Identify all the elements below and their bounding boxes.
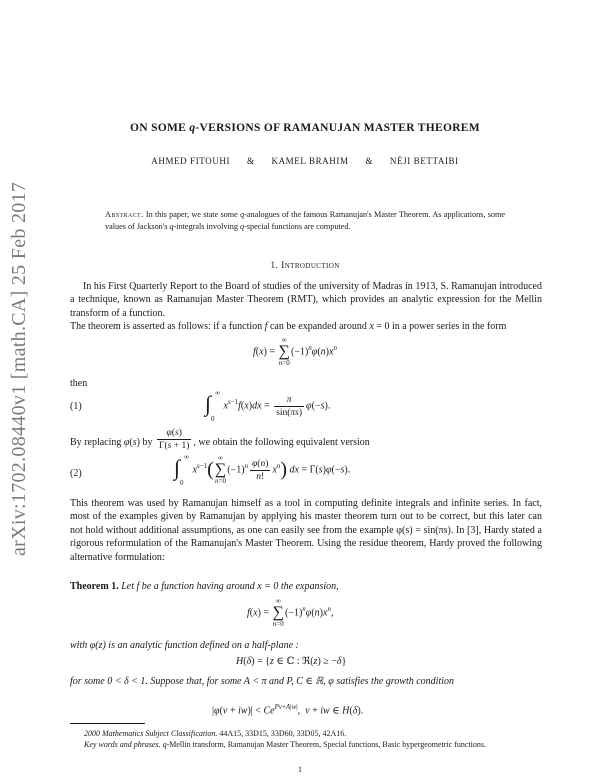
fraction: $\frac{\varphi(s)}{\Gamma(s + 1)}$ <box>159 428 190 451</box>
theorem-line-3 <box>70 675 542 688</box>
title-q: q <box>189 122 196 134</box>
theorem-text: Let f be a function having around x = 0 the expansion, <box>118 581 339 592</box>
fraction: $\frac{\varphi(n)}{n!}$ <box>252 458 269 482</box>
hardy-paragraph <box>70 497 542 564</box>
intro-text: = 0 in a power series in the form <box>373 321 507 333</box>
author-2: KAMEL BRAHIM <box>271 156 349 166</box>
title-text: ON SOME <box>130 122 190 134</box>
author-1: AHMED FITOUHI <box>151 156 231 166</box>
theorem-text: for some 0 < δ < 1. Suppose that, for some A < π and P, C ∈ ℝ, φ satisfies the growth condition <box>70 676 455 687</box>
abstract-text: In this paper, we state some <box>143 210 241 219</box>
page-number: 1 <box>298 765 302 774</box>
theorem-label: Theorem 1. <box>70 581 119 592</box>
equation-1: ∫ ∞ 0 $x^{s-1}f(x)dx$ = $\frac{\pi}{\sin(\pi s)}$ φ(−s). <box>205 389 331 423</box>
footnote-text: 44A15, 33D15, 33D60, 33D05, 42A16. <box>217 729 347 738</box>
footnotes <box>70 728 542 750</box>
abstract-q: q <box>239 221 245 231</box>
theorem-line-1 <box>70 580 542 593</box>
fraction: $\frac{\pi}{\sin(\pi s)}$ <box>276 394 303 418</box>
theorem-line-2 <box>70 639 542 652</box>
equation-power-series: f(x) = ∞ ∑ n=0 $(-1)^n\varphi(n)x^n$ <box>253 336 337 367</box>
abstract-text: -analogues of the famous Ramanujan's Master Theorem. As applications, some values of Jackson's <box>105 210 505 231</box>
math-var: f <box>264 321 268 333</box>
equation-number-1: (1) <box>70 401 82 412</box>
author-list <box>60 156 550 166</box>
abstract-label: Abstract. <box>105 210 144 219</box>
sum-symbol: ∞ ∑ n=0 <box>214 454 227 485</box>
integral-symbol: ∫ ∞ 0 <box>174 453 189 487</box>
math-var: x <box>369 321 374 333</box>
footnote-rule <box>70 723 145 724</box>
author-separator: & <box>247 156 255 166</box>
replacing-text: By replacing φ(s) by $\frac{\varphi(s)}{\Gamma(s + 1)}$ , we obtain the following equivalent version <box>70 428 370 451</box>
sum-symbol: ∞ ∑ n=0 <box>278 336 290 367</box>
integral-symbol: ∫ ∞ 0 <box>205 389 220 423</box>
footnote-label: 2000 Mathematics Subject Classification. <box>84 729 218 738</box>
intro-text: The theorem is asserted as follows: if a function <box>70 321 265 333</box>
intro-text: can be expanded around <box>267 321 370 333</box>
abstract-q: q <box>240 210 245 219</box>
abstract <box>105 209 505 232</box>
theorem-text: with φ(z) is an analytic function defined on a half-plane : <box>70 640 299 651</box>
section-number: 1. <box>270 260 279 271</box>
title-text-rest: -VERSIONS OF RAMANUJAN MASTER THEOREM <box>195 122 480 134</box>
footnote-text: -Mellin transform, Ramanujan Master Theorem, Special functions, Basic hypergeometric functions. <box>166 740 486 749</box>
then-label: then <box>70 378 88 389</box>
equation-growth: $|\varphi(v + iw)| < Ce^{Pv+A|w|}$, v + iw ∈ H(δ). <box>212 703 364 717</box>
equation-number-2: (2) <box>70 468 82 479</box>
section-heading <box>60 260 550 271</box>
author-3: NÉJI BETTAIBI <box>389 156 459 166</box>
equation-2: ∫ ∞ 0 $x^{s-1}$( ∞ ∑ n=0 $(-1)^n$ $\frac{\varphi(n)}{n!}$ $x^n$) dx = Γ(s)φ(−s). <box>174 453 351 487</box>
sum-symbol: ∞ ∑ n=0 <box>272 597 284 628</box>
abstract-q: q <box>169 221 174 231</box>
equation-theorem-expansion: f(x) = ∞ ∑ n=0 $(-1)^n\varphi(n)x^n$, <box>247 597 334 628</box>
paper-title <box>60 122 550 134</box>
intro-text: By replacing <box>70 436 124 448</box>
footnote-keywords <box>70 739 542 750</box>
hardy-text: This theorem was used by Ramanujan himself as a tool in computing definite integrals and infinite series. In fact, most of the examples given by Ramanujan by applying his master theorem turn out to be correct, but this later can not hold without additional assumptions, as one can easily see from the example φ(s) = sin(πs). In [3], Hardy stated a rigorous reformulation of the Ramanujan's Master Theorem. Using the residue theorem, Hardy proved the following alternative formulation: <box>70 498 542 563</box>
author-separator: & <box>365 156 374 166</box>
replacing-line <box>70 428 542 452</box>
then-text <box>70 377 542 390</box>
equation-half-plane: H(δ) = {z ∈ ℂ : ℜ(z) ≥ −δ} <box>236 656 347 667</box>
section-title: Introduction <box>281 260 340 271</box>
abstract-text: -integrals involving <box>173 221 240 231</box>
abstract-text: -special functions are computed. <box>244 221 351 231</box>
intro-paragraph-2 <box>70 320 542 333</box>
footnote-label: Key words and phrases. <box>84 740 161 749</box>
intro-paragraph <box>70 280 542 334</box>
footnote-msc <box>70 728 542 739</box>
arxiv-identifier: arXiv:1702.08440v1 [math.CA] 25 Feb 2017 <box>8 181 30 556</box>
footnote-q: q <box>160 740 167 749</box>
theorem-1 <box>70 580 542 593</box>
intro-paragraph-1: In his First Quarterly Report to the Board of studies of the university of Madras in 1913, S. Ramanujan introduced a technique, known as Ramanujan Master Theorem (RMT), which provides an analytic expression for the Mellin transform of a function. <box>70 281 542 319</box>
intro-text: , we obtain the following equivalent version <box>193 436 370 448</box>
